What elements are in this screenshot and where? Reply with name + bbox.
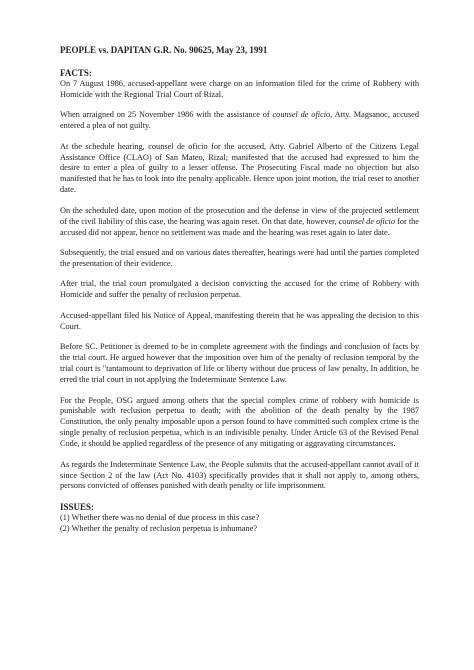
facts-paragraph-3: At the schedule hearing, counsel de oficio for the accused, Atty. Gabriel Alberto of the Citizens Legal Assistance Office (CLAO) of San Mateo, Rizal; manifested that the accused had expressed to him the desire to enter a plea of guilty to a lesser offense. The Prosecuting Fiscal made no objection but also manifested that he has to look into the penalty applicable. Hence upon joint motion, the trial reset to another date. (60, 141, 419, 195)
facts-paragraph-2 (60, 110, 419, 132)
facts-paragraph-1: On 7 August 1986, accused-appellant were charge on an information filed for the crime of Robbery with Homicide with the Regional Trial Court of Rizal. (60, 78, 419, 99)
issues-list (60, 513, 419, 535)
facts-paragraph-4 (60, 206, 419, 239)
facts-paragraph-9: For the People, OSG argued among others that the special complex crime of robbery with homicide is punishable with reclusion perpetua to death; with the abolition of the death penalty by the 1987 Constitution, the only penalty imposable upon a person found to have committed such complex crime is the single penalty of reclusion perpetua, which is an indivisible penalty. Under Article 63 of the Revised Penal Code, it should be applied regardless of the presence of any mitigating or aggravating circumstances. (60, 395, 419, 449)
issue-item-2: (2) Whether the penalty of reclusion perpetua is inhumane? (60, 523, 258, 533)
p2-italic: counsel de oficio (272, 110, 331, 120)
p4-text-a: On the scheduled date, upon motion of the prosecution and the defense in view of the projected settlement of the civil liability of this case, the hearing was again reset. On that date, however, (60, 205, 419, 226)
facts-paragraph-6: After trial, the trial court promulgated a decision convicting the accused for the crime of Robbery with Homicide and suffer the penalty of reclusion perpetua. (60, 279, 419, 300)
p2-text-b: , Atty. Magsanoc, accused entered a plea of not guilty. (60, 110, 420, 131)
issue-item-1: (1) Whether there was no denial of due process in this case? (60, 512, 260, 522)
facts-heading: FACTS: (60, 67, 92, 78)
p4-text-b: for the accused did not appear, hence no settlement was made and the hearing was reset again to later date. (60, 216, 419, 237)
p2-text-a: When arraigned on 25 November 1986 with the assistance of (60, 110, 273, 120)
issues-heading: ISSUES: (60, 501, 95, 512)
document-title: PEOPLE vs. DAPITAN G.R. No. 90625, May 23, 1991 (60, 45, 268, 55)
facts-paragraph-8: Before SC. Petitioner is deemed to be in complete agreement with the findings and conclusion of facts by the trial court. He argued however that the imposition over him of the penalty of reclusion temporal by the trial court is "tantamount to deprivation of life or liberty without due process of law penalty, In addition, he erred the trial court in not applying the Indeterminate Sentence Law. (60, 342, 419, 384)
facts-paragraph-10: As regards the Indeterminate Sentence Law, the People submits that the accused-appellant cannot avail of it since Section 2 of the law (Act No. 4103) specifically provides that it shall not apply to, among others, persons convicted of offenses punished with death penalty or life imprisonment. (60, 459, 419, 491)
facts-paragraph-5: Subsequently, the trial ensued and on various dates thereafter, hearings were had until the parties completed the presentation of their evidence. (60, 248, 419, 268)
facts-paragraph-7: Accused-appellant filed his Notice of Appeal, manifesting therein that he was appealing the decision to this Court. (60, 310, 419, 331)
p4-italic: counsel de oficio (338, 216, 395, 226)
